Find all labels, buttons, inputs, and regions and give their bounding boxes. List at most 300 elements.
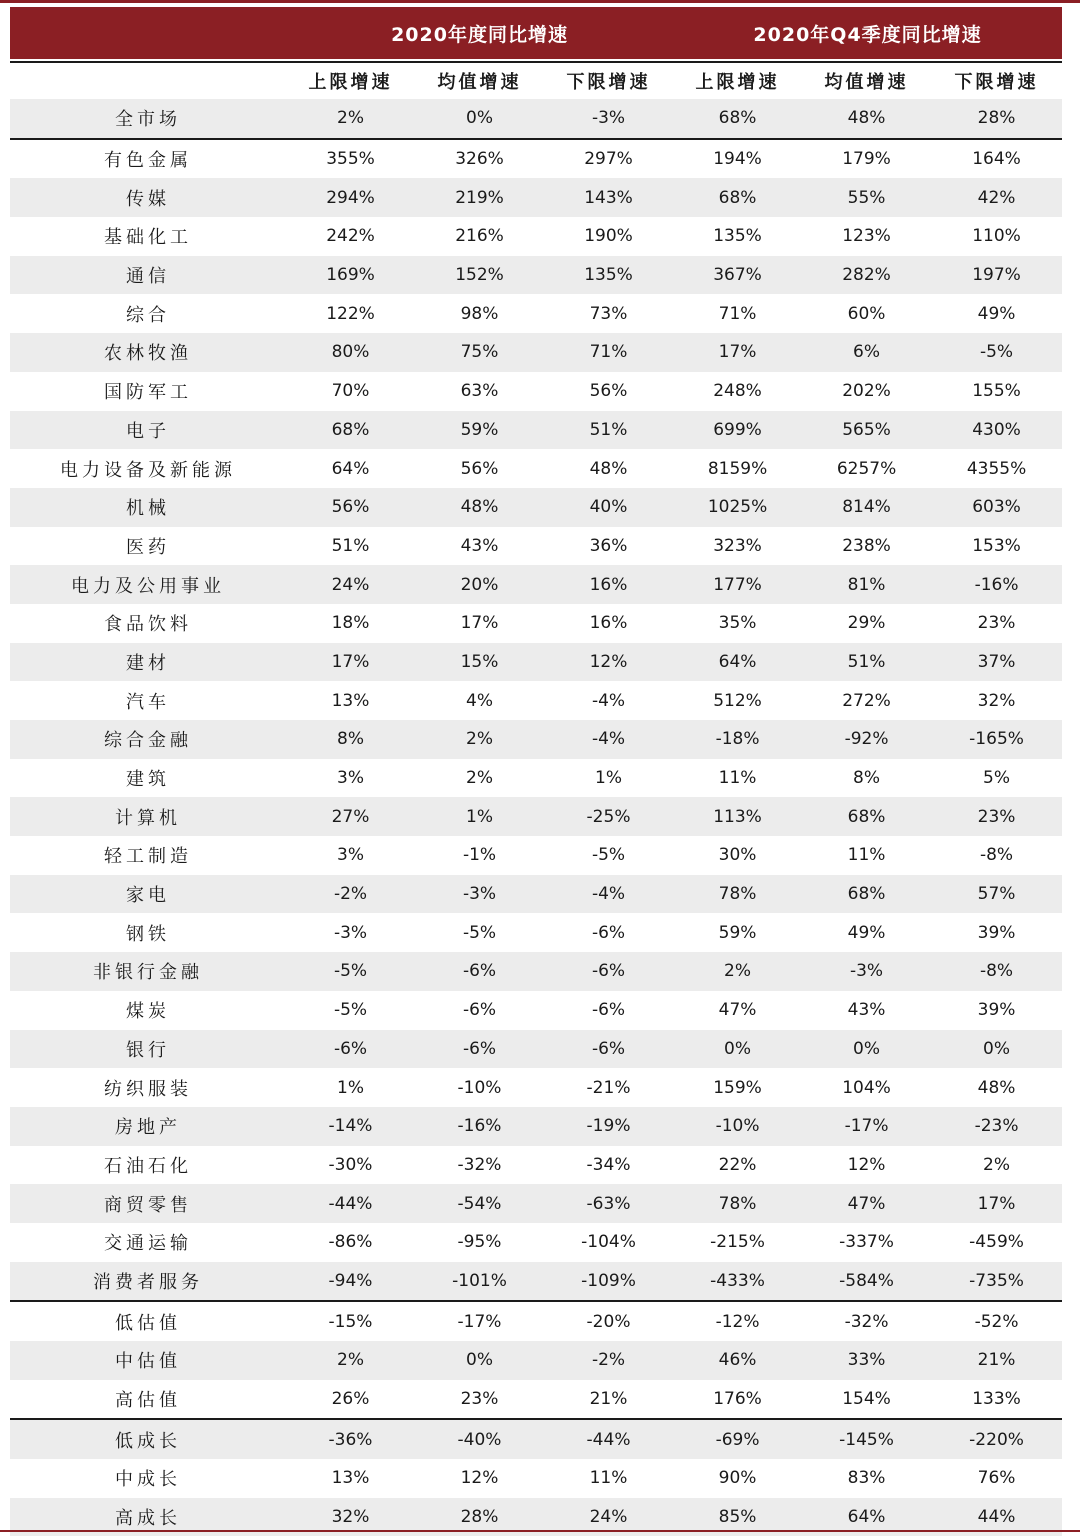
table-row [10,565,1062,604]
cell-value: -6% [286,1030,415,1069]
cell-value: 17% [931,1184,1062,1223]
cell-value: 49% [847,922,886,943]
cell-value: 11% [718,768,757,789]
cell-value: 68% [673,99,802,139]
cell-value: 122% [326,303,375,324]
table-row [10,1301,1062,1341]
cell-value: 63% [460,381,499,402]
cell-value: -8% [979,845,1014,866]
table-row [10,1184,1062,1223]
row-label: 建材 [10,643,286,682]
row-label: 全市场 [10,99,286,139]
cell-value: 27% [286,797,415,836]
cell-value: -6% [415,1030,544,1069]
cell-value: 190% [584,226,633,247]
table-row [10,1030,1062,1069]
cell-value: 75% [415,333,544,372]
cell-value: -30% [328,1154,373,1175]
cell-value: -19% [544,1107,673,1146]
cell-value: -10% [673,1107,802,1146]
cell-value: 123% [842,226,891,247]
cell-value: -52% [931,1301,1062,1341]
row-label: 电子 [10,411,286,450]
cell-value: -4% [591,690,626,711]
cell-value: 143% [544,178,673,217]
cell-value: -16% [931,565,1062,604]
cell-value: 512% [713,690,762,711]
cell-value: 35% [718,613,757,634]
cell-value: 28% [931,99,1062,139]
row-label: 消费者服务 [10,1262,286,1302]
cell-value: -2% [286,875,415,914]
row-label: 中估值 [10,1341,286,1380]
table-row [10,991,1062,1030]
cell-value: 23% [977,613,1016,634]
cell-value: 179% [802,139,931,179]
cell-value: 4% [466,690,493,711]
table-row [10,1262,1062,1302]
cell-value: 73% [589,303,628,324]
table-row [10,1223,1062,1262]
top-rule [0,0,1080,3]
cell-value: 104% [842,1077,891,1098]
cell-value: 48% [977,1077,1016,1098]
cell-value: 2% [286,1341,415,1380]
cell-value: -6% [591,922,626,943]
cell-value: 219% [415,178,544,217]
table-body [10,99,1062,1536]
cell-value: -15% [286,1301,415,1341]
cell-value: 272% [842,690,891,711]
cell-value: 565% [802,411,931,450]
table-row [10,527,1062,566]
cell-value: 2% [673,952,802,991]
cell-value: -44% [544,1419,673,1459]
cell-value: 12% [847,1154,886,1175]
cell-value: 71% [718,303,757,324]
header-corner [10,7,286,59]
cell-value: -34% [586,1154,631,1175]
row-label: 通信 [10,256,286,295]
cell-value: -20% [544,1301,673,1341]
cell-value: -584% [802,1262,931,1302]
cell-value: -5% [591,845,626,866]
cell-value: 2% [466,768,493,789]
cell-value: -2% [544,1341,673,1380]
table-row [10,139,1062,179]
row-label: 医药 [126,536,170,558]
row-label: 传媒 [10,178,286,217]
table-row [10,1341,1062,1380]
cell-value: -3% [415,875,544,914]
table-row [10,372,1062,411]
cell-value: 135% [713,226,762,247]
cell-value: 1% [337,1077,364,1098]
cell-value: 47% [802,1184,931,1223]
cell-value: 0% [415,99,544,139]
cell-value: 71% [544,333,673,372]
cell-value: 169% [286,256,415,295]
cell-value: 0% [931,1030,1062,1069]
row-label: 高成长 [10,1498,286,1536]
cell-value: 12% [460,1468,499,1489]
cell-value: 248% [713,381,762,402]
cell-value: -32% [802,1301,931,1341]
cell-value: -735% [931,1262,1062,1302]
sub-header-q4-lower: 下限增速 [954,72,1039,93]
cell-value: 323% [713,535,762,556]
sub-header-annual-lower: 下限增速 [566,72,651,93]
cell-value: -6% [415,952,544,991]
cell-value: 6% [802,333,931,372]
cell-value: 22% [718,1154,757,1175]
sub-header-annual-mean: 均值增速 [437,72,522,93]
cell-value: 238% [842,535,891,556]
cell-value: 2% [983,1154,1011,1175]
cell-value: 1% [595,768,622,789]
row-label: 交通运输 [104,1233,192,1255]
row-label: 食品饮料 [104,614,192,636]
cell-value: 8% [853,768,881,789]
cell-value: 17% [286,643,415,682]
cell-value: 37% [931,643,1062,682]
cell-value: -5% [333,1000,368,1021]
cell-value: -215% [710,1232,765,1253]
table-row [10,1146,1062,1185]
cell-value: 153% [972,535,1021,556]
cell-value: 20% [415,565,544,604]
cell-value: -86% [328,1232,373,1253]
cell-value: -40% [415,1419,544,1459]
cell-value: 282% [802,256,931,295]
cell-value: 242% [326,226,375,247]
cell-value: 24% [286,565,415,604]
row-label: 非银行金融 [10,952,286,991]
cell-value: 33% [802,1341,931,1380]
cell-value: 1025% [673,488,802,527]
row-label: 汽车 [126,691,170,713]
cell-value: 36% [589,535,628,556]
row-label: 农林牧渔 [10,333,286,372]
row-label: 国防军工 [104,382,192,404]
table-row [10,913,1062,952]
cell-value: 699% [673,411,802,450]
cell-value: 24% [544,1498,673,1536]
row-label: 高估值 [115,1390,181,1412]
cell-value: -69% [673,1419,802,1459]
cell-value: 51% [802,643,931,682]
cell-value: 367% [673,256,802,295]
table-row [10,217,1062,256]
table-row [10,1459,1062,1498]
table-row [10,643,1062,682]
table-row [10,256,1062,295]
group-header-q4: 2020年Q4季度同比增速 [673,7,1062,59]
row-label: 电力及公用事业 [10,565,286,604]
cell-value: 202% [842,381,891,402]
cell-value: 30% [718,845,757,866]
cell-value: 60% [847,303,886,324]
cell-value: 48% [589,458,628,479]
cell-value: 59% [415,411,544,450]
cell-value: 83% [847,1468,886,1489]
cell-value: 3% [337,845,364,866]
table-row [10,178,1062,217]
cell-value: -145% [802,1419,931,1459]
cell-value: -109% [544,1262,673,1302]
cell-value: -32% [457,1154,502,1175]
cell-value: 110% [972,226,1021,247]
row-label: 轻工制造 [104,846,192,868]
cell-value: -3% [802,952,931,991]
cell-value: 44% [931,1498,1062,1536]
table-row [10,1380,1062,1420]
table-row [10,488,1062,527]
table-row [10,294,1062,333]
row-label: 基础化工 [104,227,192,249]
cell-value: 48% [802,99,931,139]
cell-value: 68% [802,797,931,836]
cell-value: 85% [673,1498,802,1536]
cell-value: 159% [713,1077,762,1098]
group-header-annual: 2020年度同比增速 [286,7,673,59]
cell-value: 603% [931,488,1062,527]
cell-value: 46% [673,1341,802,1380]
cell-value: 197% [931,256,1062,295]
cell-value: 23% [460,1389,499,1410]
cell-value: 16% [544,565,673,604]
table-row [10,99,1062,139]
cell-value: 26% [331,1389,370,1410]
cell-value: 21% [931,1341,1062,1380]
row-label: 中成长 [115,1469,181,1491]
cell-value: 81% [802,565,931,604]
cell-value: -5% [462,922,497,943]
table-row [10,836,1062,875]
table-row [10,333,1062,372]
cell-value: 43% [460,535,499,556]
cell-value: -3% [333,922,368,943]
cell-value: -6% [544,1030,673,1069]
cell-value: -4% [544,875,673,914]
cell-value: 8159% [707,458,768,479]
cell-value: 155% [972,381,1021,402]
table-row [10,1107,1062,1146]
cell-value: 16% [589,613,628,634]
group-header-row [10,7,1062,59]
cell-value: 29% [847,613,886,634]
cell-value: 133% [972,1389,1021,1410]
cell-value: 15% [415,643,544,682]
cell-value: 0% [673,1030,802,1069]
cell-value: -92% [802,720,931,759]
row-label: 房地产 [10,1107,286,1146]
cell-value: 57% [931,875,1062,914]
row-label: 计算机 [10,797,286,836]
cell-value: 55% [802,178,931,217]
cell-value: 814% [802,488,931,527]
cell-value: 64% [331,458,370,479]
cell-value: -12% [673,1301,802,1341]
cell-value: 40% [544,488,673,527]
cell-value: 51% [544,411,673,450]
cell-value: -6% [591,1000,626,1021]
cell-value: -4% [544,720,673,759]
cell-value: -94% [286,1262,415,1302]
cell-value: -44% [286,1184,415,1223]
sub-header-q4-mean: 均值增速 [824,72,909,93]
cell-value: -14% [286,1107,415,1146]
table-row [10,411,1062,450]
cell-value: 56% [286,488,415,527]
row-label: 机械 [10,488,286,527]
cell-value: 78% [673,875,802,914]
row-label: 建筑 [126,769,170,791]
row-label: 低成长 [10,1419,286,1459]
cell-value: 297% [544,139,673,179]
cell-value: 11% [847,845,886,866]
table-row [10,797,1062,836]
bottom-rule [0,1530,1080,1532]
cell-value: 68% [286,411,415,450]
cell-value: 430% [931,411,1062,450]
cell-value: 0% [415,1341,544,1380]
cell-value: 76% [977,1468,1016,1489]
row-label: 家电 [10,875,286,914]
cell-value: 64% [673,643,802,682]
cell-value: 355% [286,139,415,179]
cell-value: -17% [415,1301,544,1341]
cell-value: 11% [589,1468,628,1489]
cell-value: -1% [462,845,497,866]
cell-value: -6% [462,1000,497,1021]
table-row [10,759,1062,798]
cell-value: 56% [589,381,628,402]
cell-value: 48% [415,488,544,527]
cell-value: 17% [460,613,499,634]
cell-value: -8% [931,952,1062,991]
row-label: 综合金融 [10,720,286,759]
table-row [10,1068,1062,1107]
cell-value: 68% [673,178,802,217]
cell-value: -25% [544,797,673,836]
row-label: 煤炭 [126,1001,170,1023]
row-label: 综合 [126,304,170,326]
cell-value: 154% [842,1389,891,1410]
table-row [10,952,1062,991]
cell-value: 8% [286,720,415,759]
cell-value: -18% [673,720,802,759]
cell-value: 177% [673,565,802,604]
cell-value: 113% [673,797,802,836]
cell-value: 1% [415,797,544,836]
cell-value: 6257% [836,458,897,479]
cell-value: 70% [331,381,370,402]
cell-value: -54% [415,1184,544,1223]
cell-value: -104% [581,1232,636,1253]
cell-value: 12% [544,643,673,682]
cell-value: -10% [457,1077,502,1098]
cell-value: 4355% [966,458,1027,479]
cell-value: 43% [847,1000,886,1021]
sub-header-q4-upper: 上限增速 [695,72,780,93]
cell-value: 326% [415,139,544,179]
cell-value: 23% [931,797,1062,836]
cell-value: -16% [415,1107,544,1146]
cell-value: 152% [415,256,544,295]
cell-value: 0% [802,1030,931,1069]
cell-value: 21% [589,1389,628,1410]
cell-value: -101% [415,1262,544,1302]
table-row [10,449,1062,488]
cell-value: 39% [977,922,1016,943]
row-label: 商贸零售 [10,1184,286,1223]
row-label: 电力设备及新能源 [60,459,236,481]
cell-value: 51% [331,535,370,556]
cell-value: 28% [415,1498,544,1536]
cell-value: 176% [713,1389,762,1410]
cell-value: 42% [931,178,1062,217]
cell-value: 68% [802,875,931,914]
cell-value: 47% [718,1000,757,1021]
cell-value: -220% [931,1419,1062,1459]
cell-value: 32% [286,1498,415,1536]
row-label: 钢铁 [126,923,170,945]
cell-value: 216% [455,226,504,247]
cell-value: 56% [460,458,499,479]
table-row [10,1419,1062,1459]
cell-value: 17% [673,333,802,372]
cell-value: -3% [544,99,673,139]
cell-value: -433% [673,1262,802,1302]
cell-value: 2% [286,99,415,139]
cell-value: -36% [286,1419,415,1459]
cell-value: -6% [544,952,673,991]
row-label: 银行 [10,1030,286,1069]
cell-value: 13% [331,690,370,711]
cell-value: 294% [286,178,415,217]
cell-value: 39% [977,1000,1016,1021]
table-row [10,681,1062,720]
cell-value: -17% [802,1107,931,1146]
table-row [10,875,1062,914]
cell-value: -5% [286,952,415,991]
cell-value: -23% [931,1107,1062,1146]
cell-value: -95% [457,1232,502,1253]
table-row [10,604,1062,643]
cell-value: -5% [931,333,1062,372]
sub-header-blank [10,62,286,99]
cell-value: 64% [802,1498,931,1536]
growth-table [10,7,1062,1536]
cell-value: 2% [415,720,544,759]
cell-value: -165% [931,720,1062,759]
cell-value: 49% [977,303,1016,324]
cell-value: 32% [977,690,1016,711]
cell-value: 90% [718,1468,757,1489]
cell-value: 164% [931,139,1062,179]
cell-value: -21% [586,1077,631,1098]
row-label: 石油石化 [104,1155,192,1177]
cell-value: 135% [544,256,673,295]
cell-value: -459% [969,1232,1024,1253]
cell-value: 18% [331,613,370,634]
cell-value: 13% [331,1468,370,1489]
cell-value: 59% [718,922,757,943]
table-row [10,720,1062,759]
cell-value: 5% [983,768,1011,789]
cell-value: -337% [839,1232,894,1253]
